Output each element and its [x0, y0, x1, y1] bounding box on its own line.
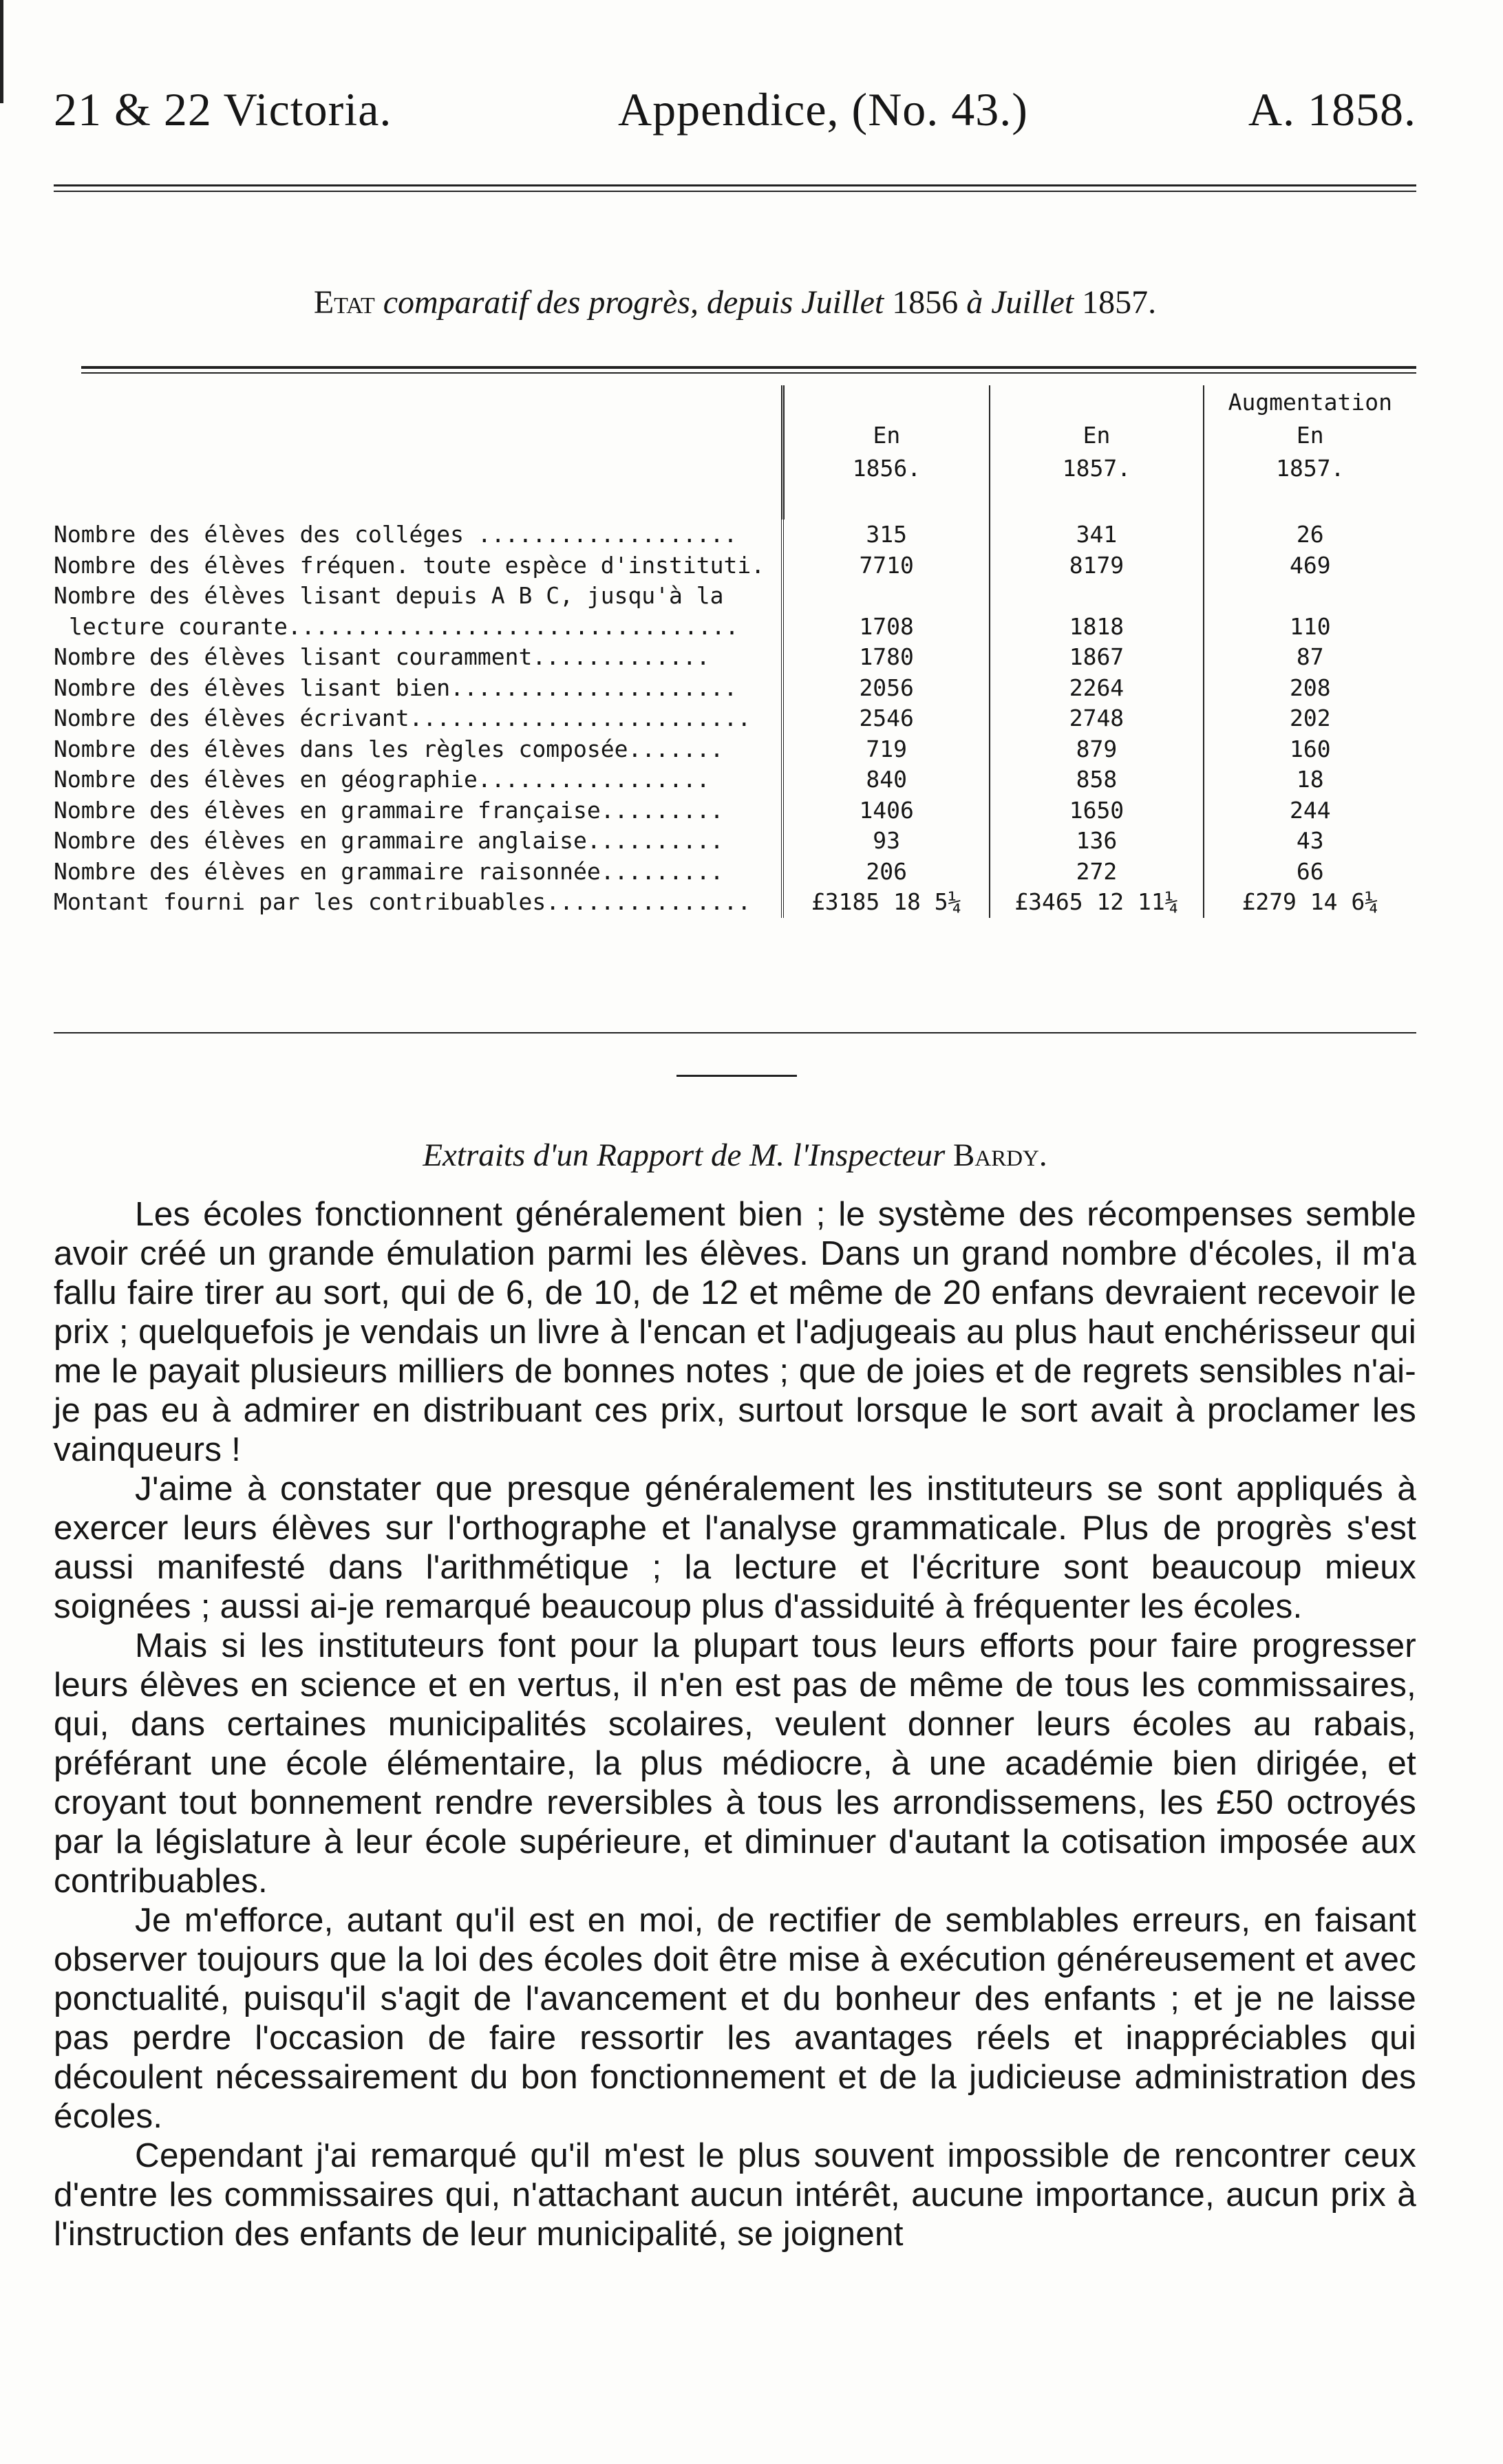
table-row: [54, 519, 1416, 550]
value-1857: [990, 581, 1203, 612]
column-header-line: 1857.: [1062, 455, 1131, 482]
value-1856: 719: [782, 734, 990, 765]
table-row: [54, 734, 1416, 765]
table-body: [54, 519, 1416, 918]
value-1856: 2546: [782, 703, 990, 734]
value-augmentation: 469: [1204, 550, 1416, 581]
row-label: Nombre des élèves en géographie.................: [54, 766, 710, 793]
value-1856: 1780: [782, 642, 990, 673]
table-header-row: [54, 385, 1416, 519]
column-header-augmentation: [1204, 385, 1416, 519]
value-augmentation: [1204, 581, 1416, 612]
value-1856: £3185 18 5¼: [782, 887, 990, 918]
page-edge-mark: [0, 0, 3, 103]
running-header: [54, 83, 1416, 151]
table-row: [54, 795, 1416, 826]
row-label: Nombre des élèves fréquen. toute espèce d'instituti.: [54, 551, 765, 579]
column-header-1856: [782, 385, 990, 519]
table-row: [54, 764, 1416, 795]
table-title-text-b: à Juillet: [966, 284, 1074, 321]
report-body: [54, 1194, 1416, 2253]
value-1856: 840: [782, 764, 990, 795]
value-1857: 2748: [990, 703, 1203, 734]
value-augmentation: 110: [1204, 612, 1416, 643]
progress-table: [54, 385, 1416, 918]
value-1856: 206: [782, 857, 990, 888]
value-augmentation: 66: [1204, 857, 1416, 888]
value-augmentation: 208: [1204, 673, 1416, 704]
value-augmentation: 160: [1204, 734, 1416, 765]
value-1856: 2056: [782, 673, 990, 704]
row-label: lecture courante.................................: [69, 612, 739, 640]
table-row: [54, 581, 1416, 612]
column-header-line: En: [1296, 422, 1324, 449]
report-paragraph: Je m'efforce, autant qu'il est en moi, de rectifier de semblables erreurs, en faisant observer toujours que la loi des écoles doit être mise à exécution généreusement et avec ponctualité, puisqu'il s'agit de l'avancement et du bonheur des enfants ; et je ne laisse pas perdre l'occasion de faire ressortir les avantages réels et inappréciables qui découlent nécessairement du bon fonctionnement et de la judicieuse administration des écoles.: [54, 1901, 1416, 2135]
table-row: [54, 857, 1416, 888]
column-header-line: En: [1083, 422, 1111, 449]
row-label: Nombre des élèves lisant bien.....................: [54, 674, 738, 701]
report-paragraph: Les écoles fonctionnent généralement bien ; le système des récompenses semble avoir créé un grande émulation parmi les élèves. Dans un grand nombre d'écoles, il m'a fallu faire tirer au sort, qui de 6, de 10, de 12 et même de 20 enfans devraient recevoir le prix ; quelquefois je vendais un livre à l'encan et l'adjugeais au plus haut enchérisseur qui me le payait plusieurs milliers de bonnes notes ; que de joies et de regrets sensibles n'ai-je pas eu à admirer en distribuant ces prix, surtout lorsque le sort avait à proclamer les vainqueurs !: [54, 1195, 1416, 1468]
column-header-1857: [990, 385, 1203, 519]
value-1856: 93: [782, 826, 990, 857]
header-rule-thin: [54, 191, 1416, 192]
table-title-year2: 1857.: [1074, 284, 1157, 321]
value-augmentation: 202: [1204, 703, 1416, 734]
table-row: [54, 612, 1416, 643]
row-label: Nombre des élèves en grammaire raisonnée.........: [54, 857, 724, 885]
value-1857: 1867: [990, 642, 1203, 673]
value-1857: 2264: [990, 673, 1203, 704]
report-paragraph: J'aime à constater que presque généralement les instituteurs se sont appliqués à exercer leurs élèves sur l'orthographe et l'analyse grammaticale. Plus de progrès s'est aussi manifesté dans l'arithmétique ; la lecture et l'écriture sont beaucoup mieux soignées ; aussi ai-je remarqué beaucoup plus d'assiduité à fréquenter les écoles.: [54, 1470, 1416, 1625]
header-left: 21 & 22 Victoria.: [54, 83, 392, 136]
value-1857: 8179: [990, 550, 1203, 581]
value-augmentation: £279 14 6¼: [1204, 887, 1416, 918]
value-augmentation: 43: [1204, 826, 1416, 857]
value-1857: 1818: [990, 612, 1203, 643]
row-label: Nombre des élèves en grammaire anglaise..........: [54, 827, 724, 854]
table-header-label-cell: [54, 385, 782, 519]
section-separator: [676, 1075, 797, 1077]
table-top-rule-thin: [81, 372, 1416, 374]
row-label: Montant fourni par les contribuables...............: [54, 888, 752, 915]
value-1857: 272: [990, 857, 1203, 888]
row-label: Nombre des élèves des colléges ...................: [54, 521, 738, 548]
value-1857: 879: [990, 734, 1203, 765]
value-1857: £3465 12 11¼: [990, 887, 1203, 918]
report-paragraph: Mais si les instituteurs font pour la plupart tous leurs efforts pour faire progresser leurs élèves en science et en vertus, il n'en est pas de même de tous les commissaires, qui, dans certaines municipalités scolaires, veulent donner leurs écoles au rabais, préférant une école élémentaire, la plus médiocre, à une académie bien dirigée, et croyant tout bonnement rendre reversibles à tous les arrondissemens, les £50 octroyés par la législature à leur école supérieure, et diminuer d'autant la cotisation imposée aux contribuables.: [54, 1627, 1416, 1900]
header-rule-thick: [54, 184, 1416, 186]
value-1856: 1406: [782, 795, 990, 826]
extract-title-text: Extraits d'un Rapport de M. l'Inspecteur: [423, 1137, 946, 1173]
table-top-rule-thick: [81, 366, 1416, 369]
value-augmentation: 244: [1204, 795, 1416, 826]
value-1857: 136: [990, 826, 1203, 857]
table-title-etat: Etat: [313, 284, 375, 321]
row-label: Nombre des élèves dans les règles composée.......: [54, 735, 724, 762]
header-center: Appendice, (No. 43.): [618, 83, 1028, 136]
value-augmentation: 87: [1204, 642, 1416, 673]
table-row: [54, 673, 1416, 704]
column-header-line: En: [873, 422, 901, 449]
row-label: Nombre des élèves lisant depuis A B C, jusqu'à la: [54, 582, 724, 609]
report-paragraph: Cependant j'ai remarqué qu'il m'est le plus souvent impossible de rencontrer ceux d'entre les commissaires qui, n'attachant aucun intérêt, aucune importance, aucun prix à l'instruction des enfants de leur municipalité, se joignent: [54, 2136, 1416, 2253]
table-row: [54, 826, 1416, 857]
header-right: A. 1858.: [1248, 83, 1416, 136]
value-1856: 315: [782, 519, 990, 550]
table-row: [54, 550, 1416, 581]
row-label: Nombre des élèves écrivant.........................: [54, 705, 752, 731]
value-1856: 1708: [782, 612, 990, 643]
row-label: Nombre des élèves en grammaire française.........: [54, 796, 724, 824]
extract-title: [54, 1137, 1416, 1174]
value-augmentation: 26: [1204, 519, 1416, 550]
table-title: [54, 283, 1416, 321]
column-header-line: 1856.: [852, 455, 921, 482]
table-title-text-a: comparatif des progrès, depuis Juillet: [374, 284, 884, 321]
table-title-year1: 1856: [884, 284, 967, 321]
table-bottom-rule: [54, 1032, 1416, 1033]
row-label: Nombre des élèves lisant couramment.............: [54, 643, 710, 670]
value-1857: 341: [990, 519, 1203, 550]
column-header-line: 1857.: [1276, 455, 1345, 482]
value-1857: 1650: [990, 795, 1203, 826]
value-1857: 858: [990, 764, 1203, 795]
value-augmentation: 18: [1204, 764, 1416, 795]
table-row: [54, 642, 1416, 673]
inspector-name: Bardy.: [945, 1137, 1047, 1173]
column-header-line: Augmentation: [1228, 389, 1392, 416]
table-row: [54, 887, 1416, 918]
value-1856: [782, 581, 990, 612]
table-row: [54, 703, 1416, 734]
value-1856: 7710: [782, 550, 990, 581]
